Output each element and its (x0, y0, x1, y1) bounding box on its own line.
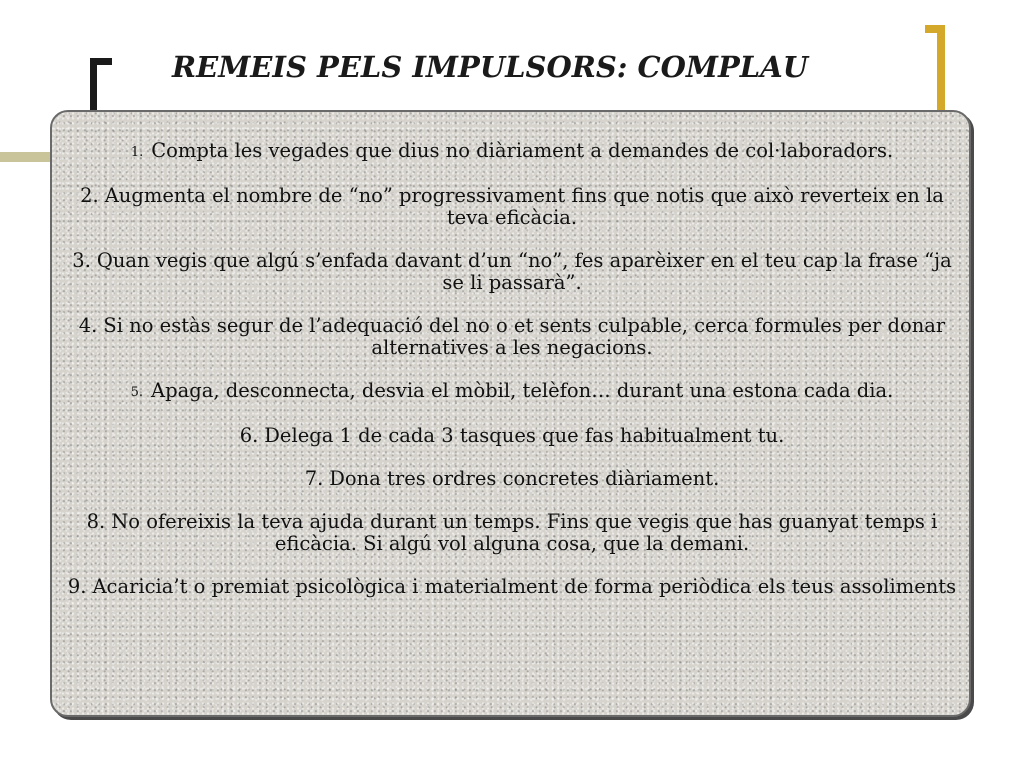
side-accent-bar (0, 152, 52, 162)
left-bracket-decoration (90, 58, 97, 110)
item-text: Augmenta el nombre de “no” progressivament fins que notis que això reverteix en la teva eficàcia. (104, 184, 944, 229)
list-item (62, 425, 962, 447)
item-text: Acaricia’t o premiat psicològica i materialment de forma periòdica els teus assoliments (92, 575, 957, 598)
item-number: 7. (304, 467, 324, 490)
item-number: 1. (130, 145, 144, 160)
item-number: 4. (78, 314, 98, 337)
list-item (62, 315, 962, 359)
list-item (62, 380, 962, 404)
item-number: 2. (80, 184, 99, 207)
list-item (62, 511, 962, 555)
item-text: Compta les vegades que dius no diàriament a demandes de col·laboradors. (151, 139, 894, 162)
item-number: 3. (72, 249, 91, 272)
list-item (62, 185, 962, 229)
list-item (62, 140, 962, 164)
item-text: No ofereixis la teva ajuda durant un temps. Fins que vegis que has guanyat temps i eficàcia. Si algú vol alguna cosa, que la demani. (111, 510, 938, 555)
left-bracket-top-decoration (90, 58, 112, 65)
item-text: Delega 1 de cada 3 tasques que fas habitualment tu. (264, 424, 785, 447)
right-bracket-top-decoration (925, 25, 945, 33)
slide-title: REMEIS PELS IMPULSORS: COMPLAU (172, 50, 808, 84)
item-text: Si no estàs segur de l’adequació del no o et sents culpable, cerca formules per donar alternatives a les negacions. (103, 314, 946, 359)
item-text: Quan vegis que algú s’enfada davant d’un “no”, fes aparèixer en el teu cap la frase “ja se li passarà”. (96, 249, 952, 294)
item-text: Dona tres ordres concretes diàriament. (329, 467, 720, 490)
right-bracket-decoration (937, 25, 945, 110)
item-number: 8. (86, 510, 106, 533)
item-number: 5. (130, 385, 144, 400)
list-item (62, 250, 962, 294)
list-item (62, 468, 962, 490)
list-item (62, 576, 962, 598)
item-number: 6. (239, 424, 259, 447)
item-number: 9. (67, 575, 87, 598)
item-text: Apaga, desconnecta, desvia el mòbil, telèfon… durant una estona cada dia. (151, 379, 894, 402)
remedies-list (62, 140, 962, 619)
